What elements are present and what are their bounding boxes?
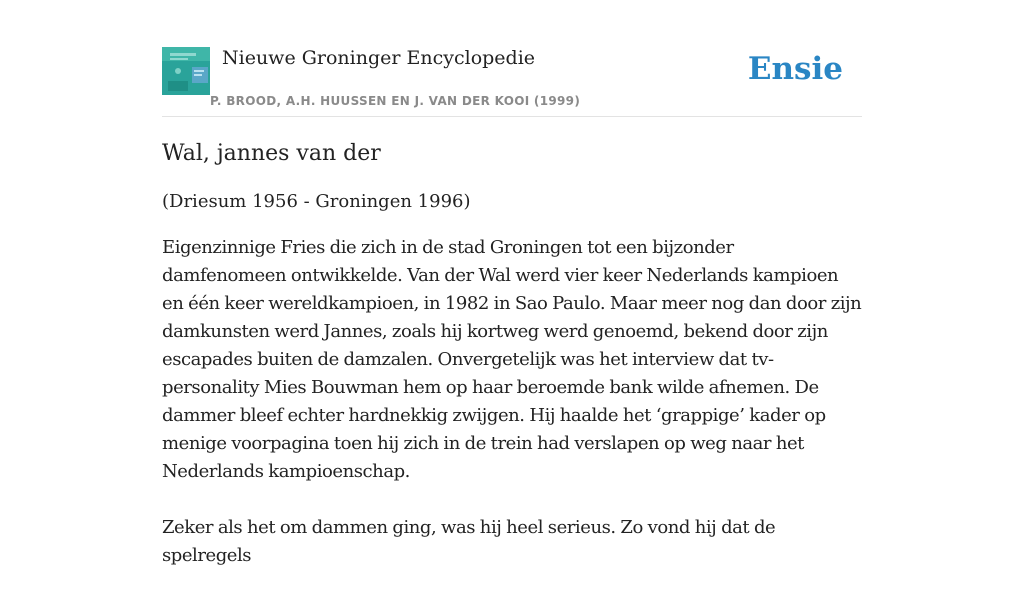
header [162, 38, 862, 117]
ensie-logo[interactable]: Ensie [747, 51, 843, 87]
article-subtitle: (Driesum 1956 - Groningen 1996) [162, 191, 471, 212]
book-authors: P. BROOD, A.H. HUUSSEN EN J. VAN DER KOOI (1999) [210, 94, 581, 108]
book-cover-icon [162, 47, 210, 95]
article-title: Wal, jannes van der [162, 141, 381, 166]
book-title[interactable]: Nieuwe Groninger Encyclopedie [222, 47, 536, 69]
article-paragraph: Eigenzinnige Fries die zich in de stad Groningen tot een bijzonder damfenomeen ontwikkelde. Van der Wal werd vier keer Nederlands kampioen en één keer wereldkampioen, in 1982 in Sao Paulo. Maar meer nog dan door zijn damkunsten werd Jannes, zoals hij kortweg werd genoemd, bekend door zijn escapades buiten de damzalen. Onvergetelijk was het interview dat tv-personality Mies Bouwman hem op haar beroemde bank wilde afnemen. De dammer bleef echter hardnekkig zwijgen. Hij haalde het ‘grappige’ kader op menige voorpagina toen hij zich in de trein had verslapen op weg naar het Nederlands kampioenschap. [162, 237, 862, 482]
article [162, 138, 862, 598]
book-cover-avatar[interactable] [162, 47, 210, 95]
article-paragraph: Zeker als het om dammen ging, was hij heel serieus. Zo vond hij dat de spelregels [162, 517, 776, 566]
